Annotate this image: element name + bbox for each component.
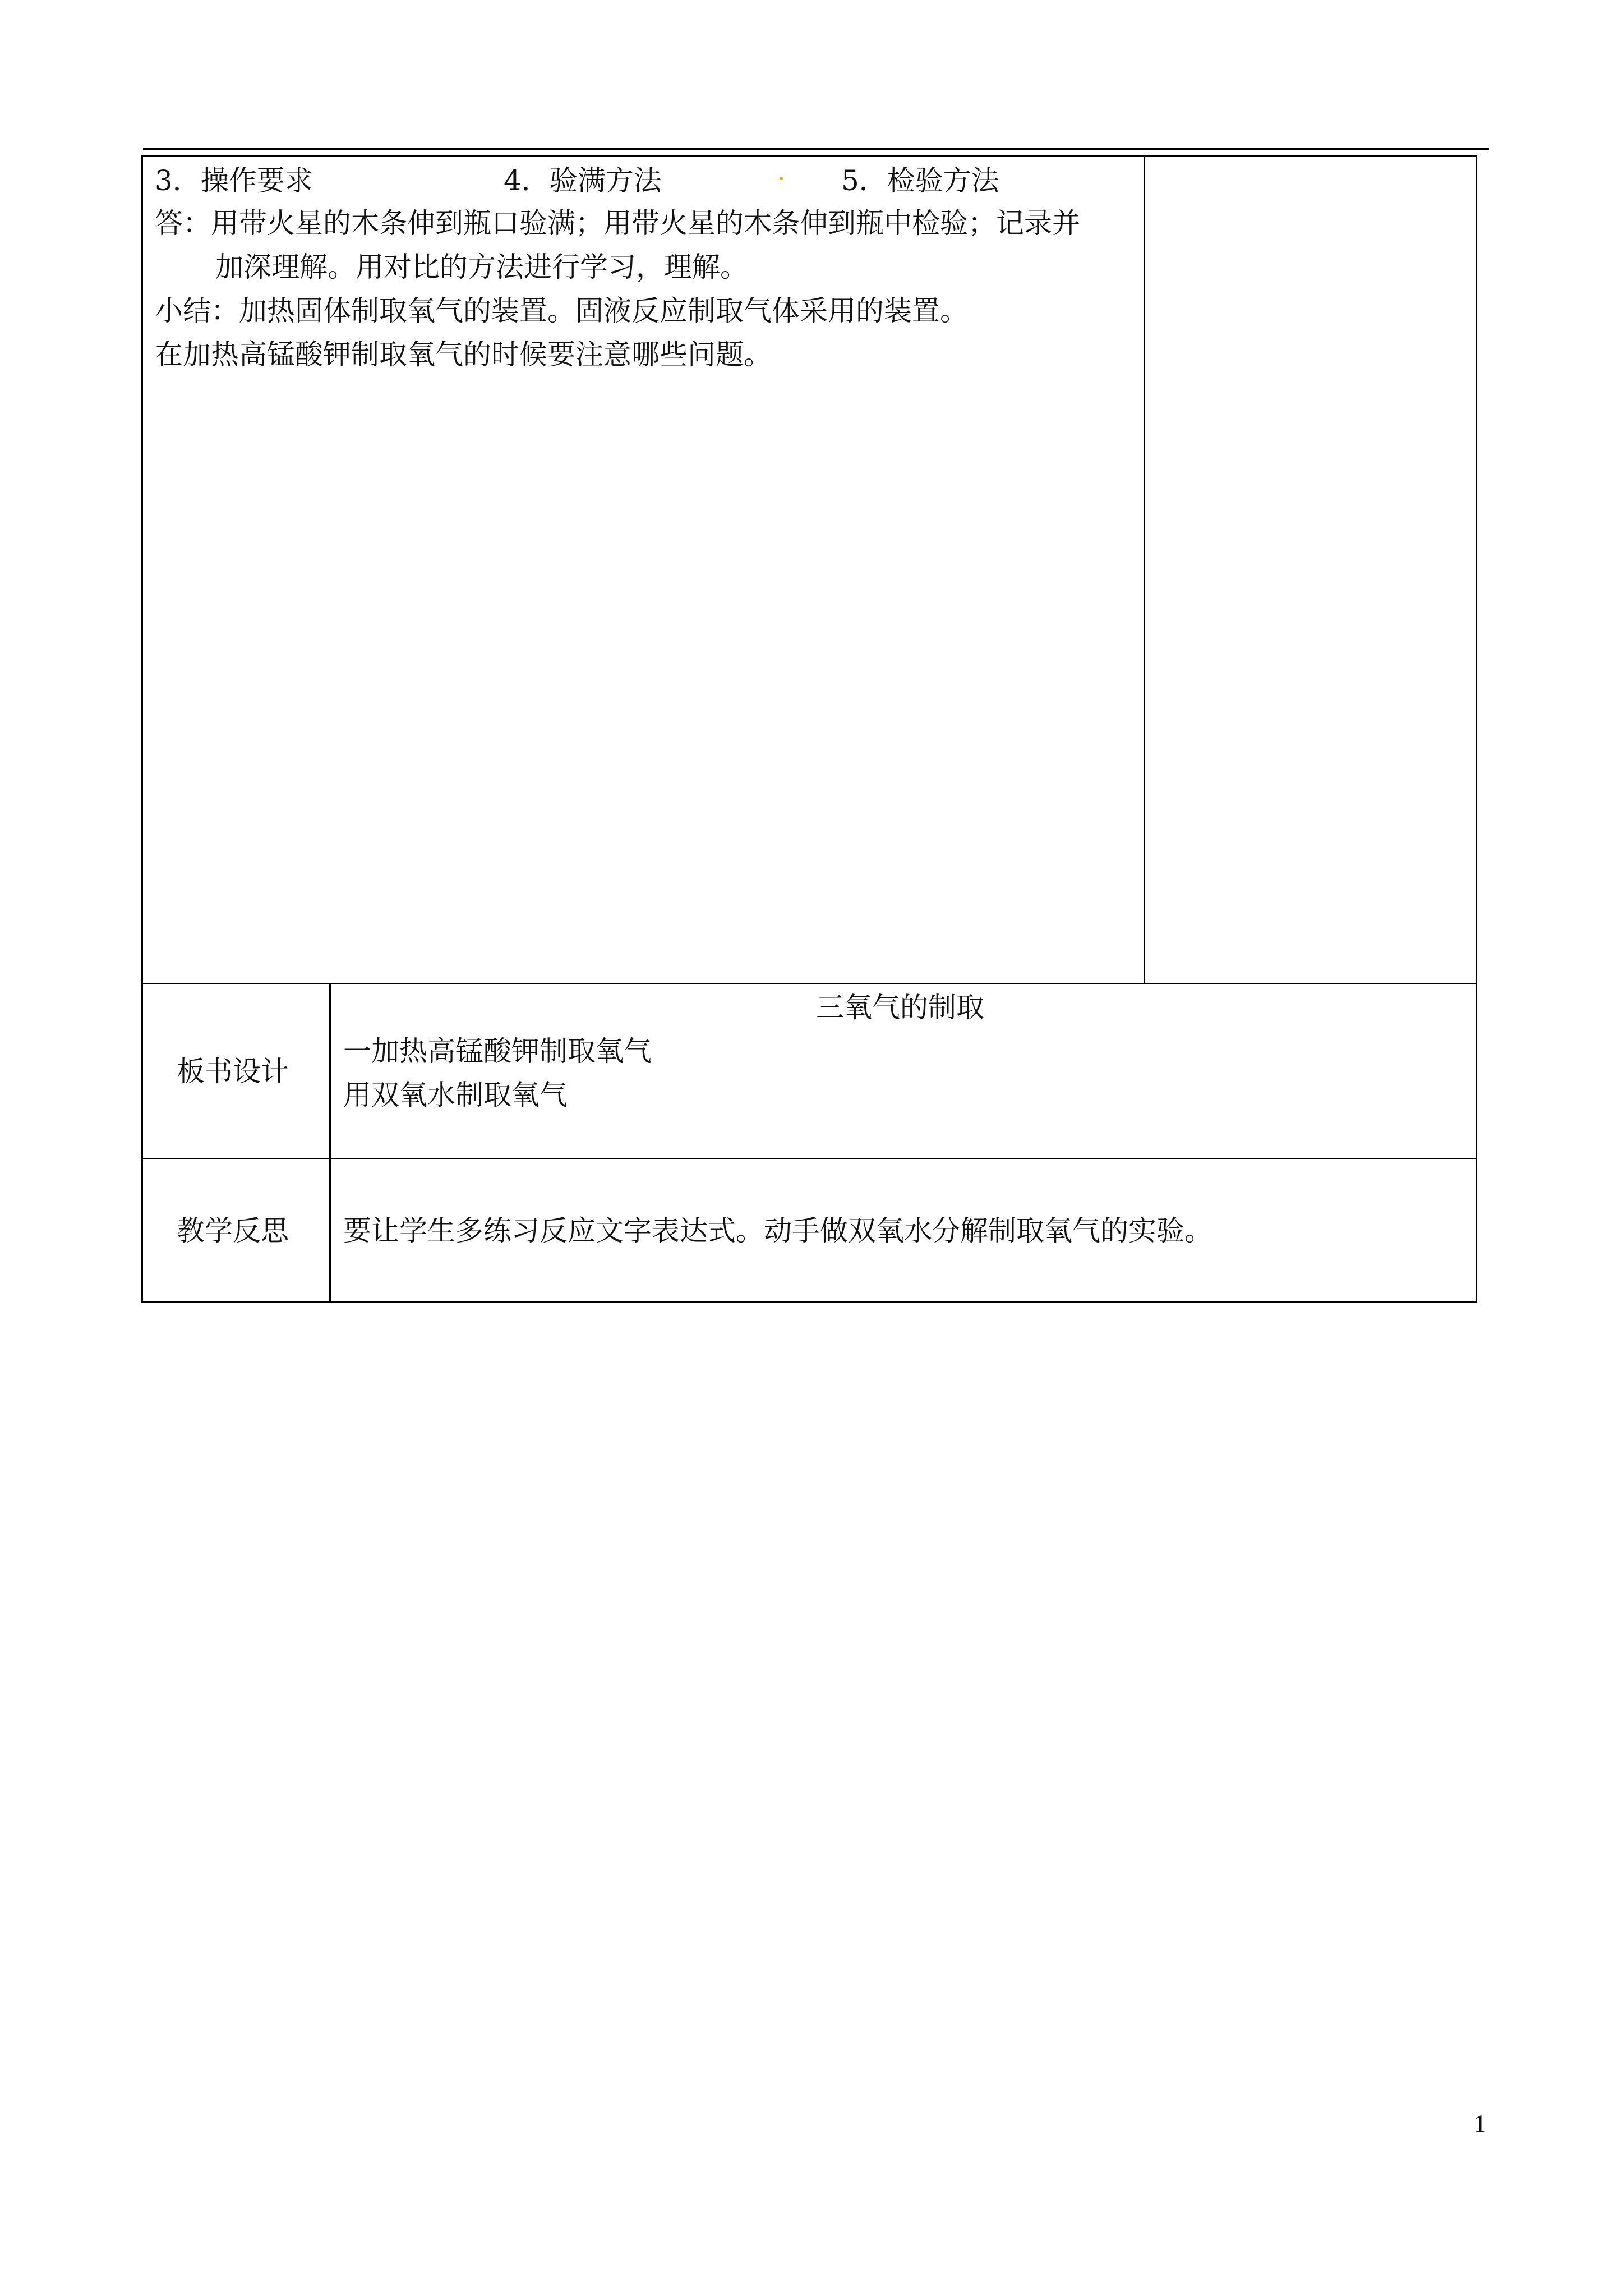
upper-column-separator (1144, 155, 1145, 984)
board-design-line-1: 一加热高锰酸钾制取氧气 (343, 1035, 652, 1068)
stray-dot (780, 177, 783, 180)
table-border-top (141, 155, 1477, 157)
reflection-text: 要让学生多练习反应文字表达式。动手做双氧水分解制取氧气的实验。 (343, 1214, 1212, 1247)
item-test-method: 5．检验方法 (841, 164, 999, 197)
item-operation-requirements: 3．操作要求 (155, 164, 313, 197)
board-design-title: 三氧气的制取 (816, 991, 984, 1024)
board-design-line-2: 用双氧水制取氧气 (343, 1079, 568, 1111)
row-separator-1 (141, 983, 1477, 984)
board-design-label: 板书设计 (177, 1055, 289, 1088)
summary-line: 小结：加热固体制取氧气的装置。固液反应制取气体采用的装置。 (155, 295, 968, 327)
page-number: 1 (1474, 2110, 1486, 2137)
row-separator-2 (141, 1158, 1477, 1159)
reflection-label: 教学反思 (177, 1214, 289, 1247)
answer-line-1: 答：用带火星的木条伸到瓶口验满；用带火星的木条伸到瓶中检验；记录并 (155, 207, 1080, 240)
question-line: 在加热高锰酸钾制取氧气的时候要注意哪些问题。 (155, 338, 772, 371)
answer-line-2: 加深理解。用对比的方法进行学习，理解。 (215, 251, 748, 283)
header-rule (143, 148, 1489, 150)
table-border-bottom (141, 1301, 1477, 1303)
item-full-check-method: 4．验满方法 (504, 164, 662, 197)
label-column-separator (329, 983, 331, 1303)
table-border-left (141, 155, 143, 1303)
table-border-right (1476, 155, 1477, 1303)
